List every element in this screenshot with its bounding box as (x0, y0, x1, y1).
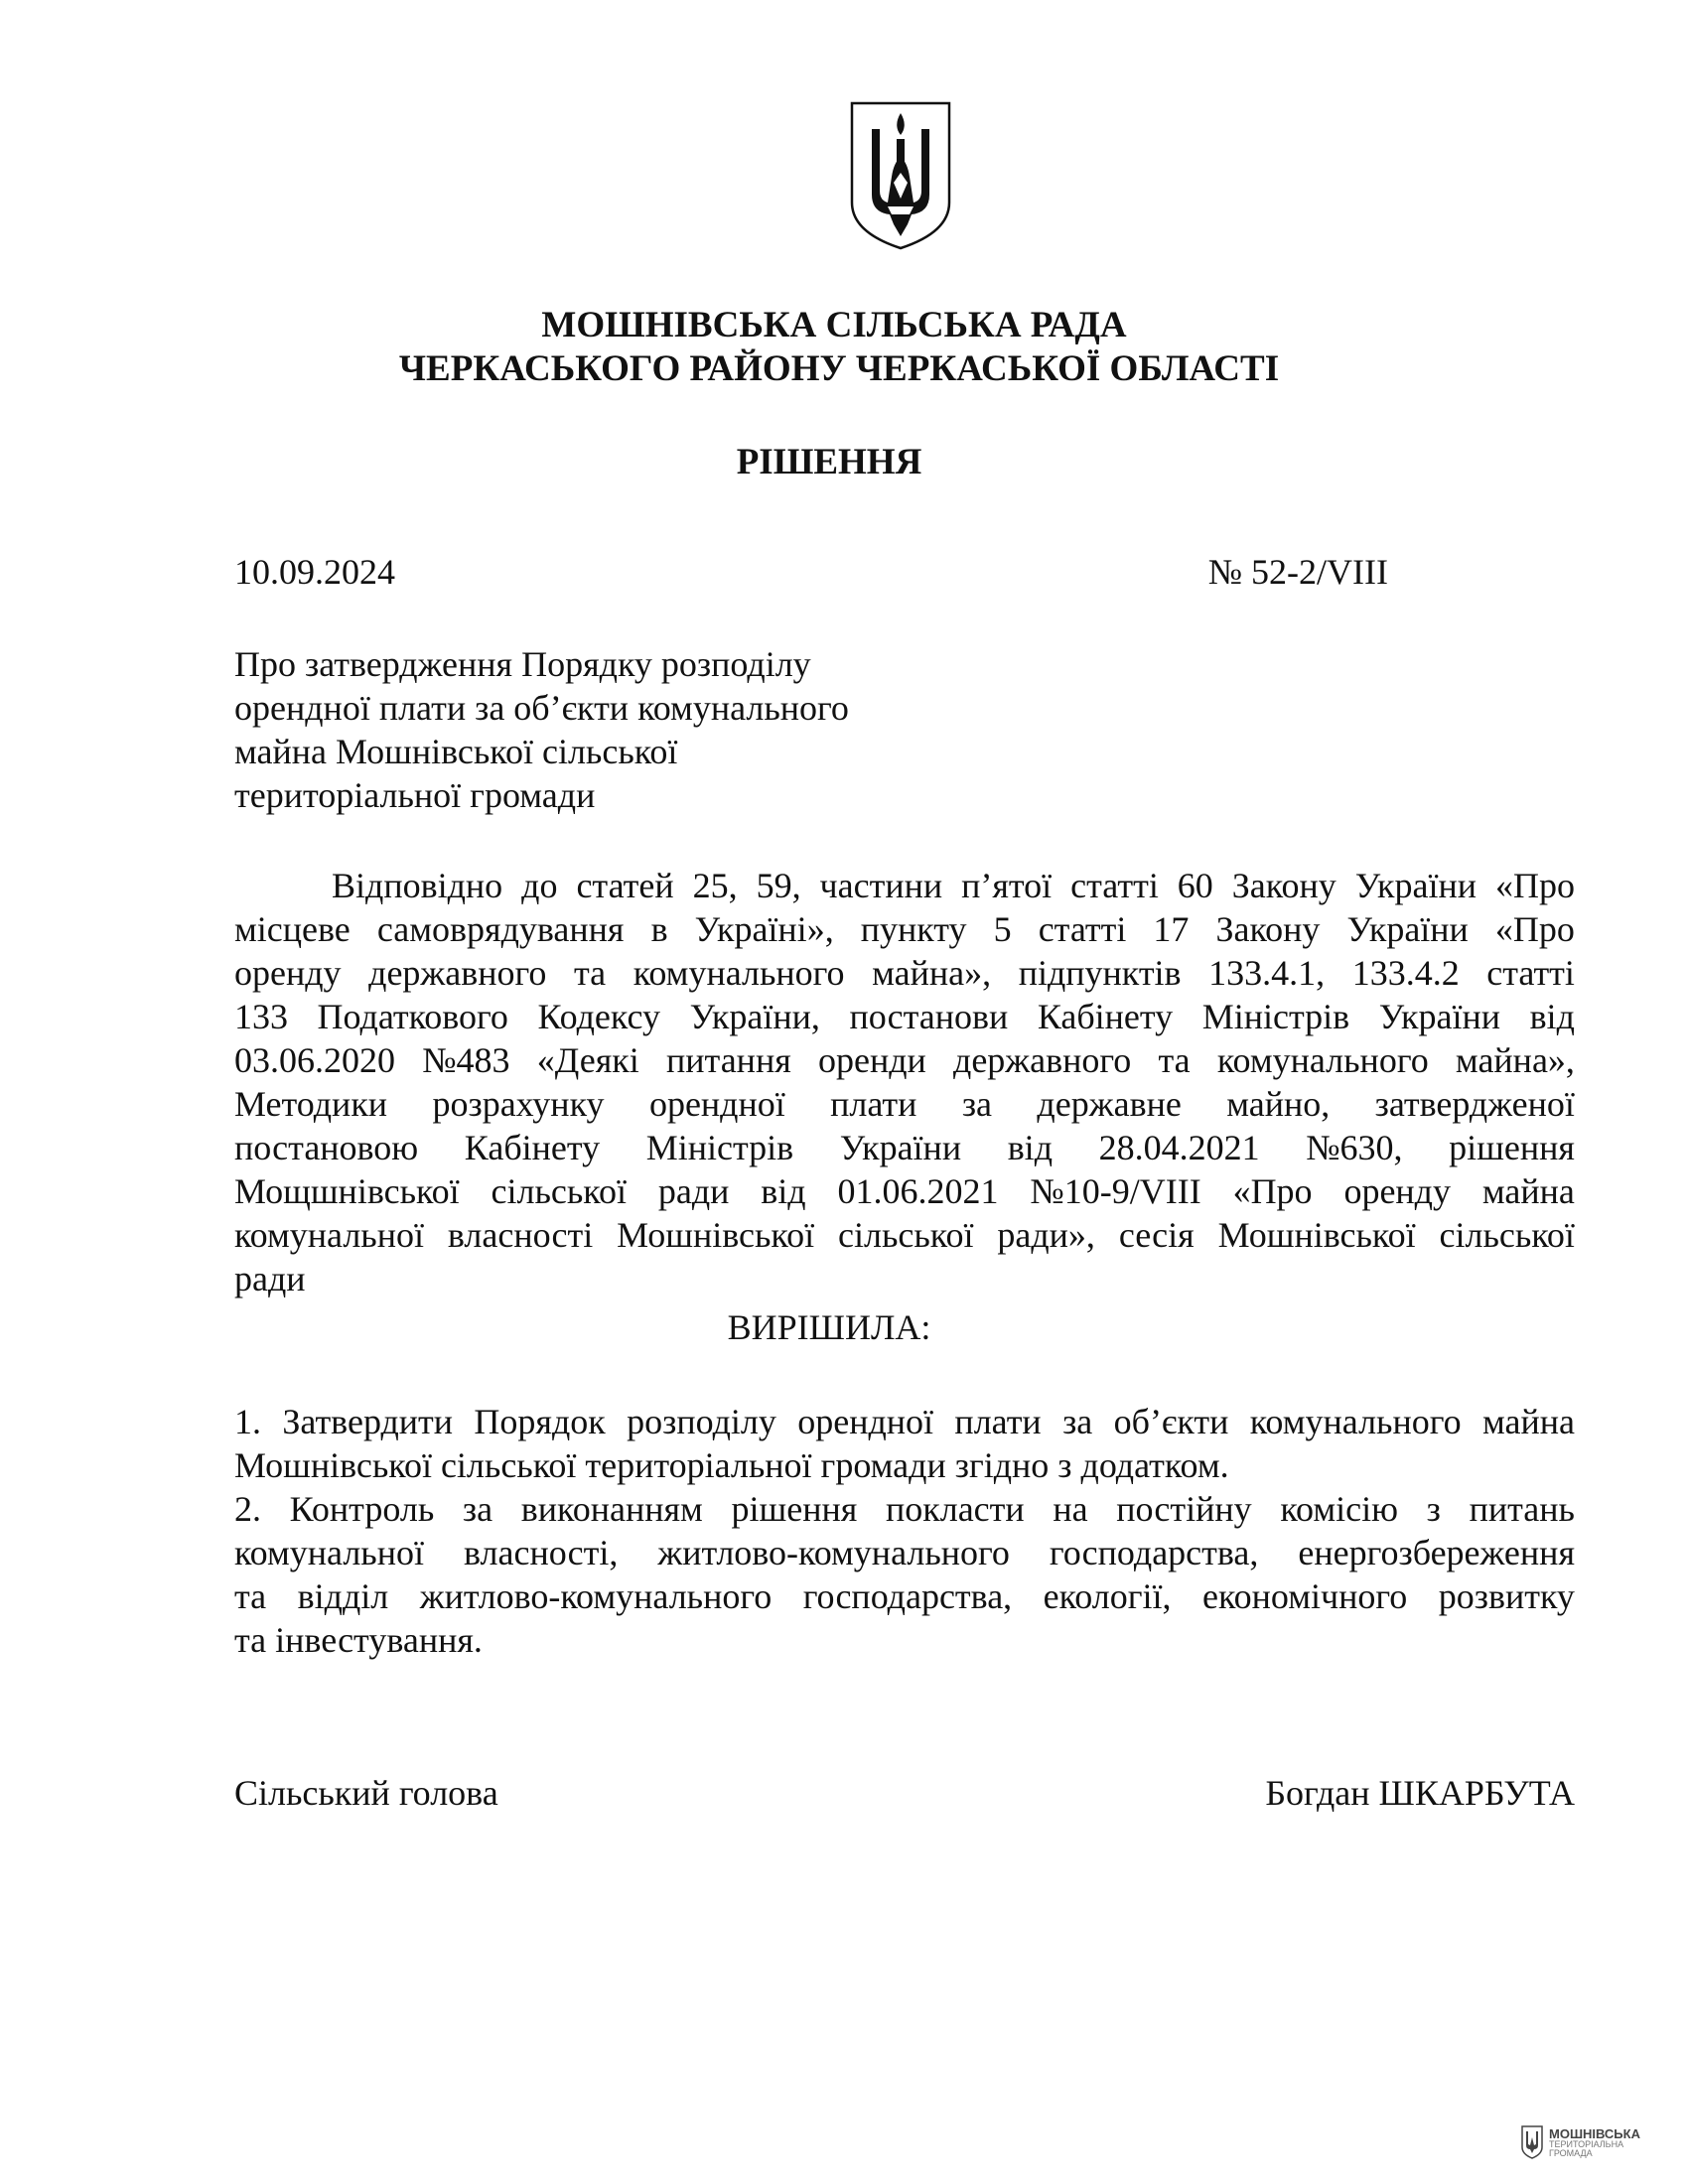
watermark-logo (1521, 2118, 1660, 2166)
organization-name: МОШНІВСЬКА СІЛЬСЬКА РАДА (541, 305, 1127, 345)
coat-of-arms-icon (848, 99, 953, 252)
signature-title: Сільський голова (234, 1773, 498, 1813)
organization-header (0, 304, 1688, 391)
subject-line: орендної плати за об’єкти комунального (234, 688, 849, 728)
preamble-line: комунальної власності Мошнівської сільської ради», сесія Мошнівської сільської (234, 1215, 1575, 1255)
document-date: 10.09.2024 (234, 552, 395, 592)
decision-items (234, 1400, 1575, 1662)
preamble-line: Відповідно до статей 25, 59, частини п’ятої статті 60 Закону України «Про (332, 866, 1575, 905)
resolved-heading: ВИРІШИЛА: (727, 1307, 931, 1347)
document-number: № 52-2/VIII (1207, 552, 1388, 592)
preamble-line: 03.06.2020 №483 «Деякі питання оренди державного та комунального майна», (234, 1040, 1575, 1080)
watermark-line: ГРОМАДА (1549, 2147, 1593, 2158)
preamble-line: ради (234, 1259, 306, 1298)
preamble-paragraph (234, 864, 1575, 1300)
item-line: Мошнівської сільської територіальної громади згідно з додатком. (234, 1445, 1229, 1485)
document-subject (234, 642, 849, 817)
organization-region: ЧЕРКАСЬКОГО РАЙОНУ ЧЕРКАСЬКОЇ ОБЛАСТІ (398, 348, 1280, 389)
signature-name: Богдан ШКАРБУТА (1265, 1773, 1575, 1813)
item-line: 2. Контроль за виконанням рішення покласти на постійну комісію з питань (234, 1489, 1575, 1529)
preamble-line: Методики розрахунку орендної плати за державне майно, затвердженої (234, 1084, 1575, 1124)
watermark-line: ТЕРИТОРІАЛЬНА (1549, 2138, 1624, 2149)
item-line: та відділ житлово-комунального господарства, екології, економічного розвитку (234, 1576, 1575, 1616)
item-line: комунальної власності, житлово-комунального господарства, енергозбереження (234, 1533, 1575, 1572)
subject-line: територіальної громади (234, 775, 596, 815)
document-type: РІШЕННЯ (736, 442, 922, 482)
subject-line: майна Мошнівської сільської (234, 732, 678, 771)
watermark-line: МОШНІВСЬКА (1549, 2125, 1640, 2141)
preamble-line: Мощшнівської сільської ради від 01.06.2021 №10-9/VIII «Про оренду майна (234, 1171, 1575, 1211)
trident-icon (1521, 2125, 1543, 2159)
preamble-line: постановою Кабінету Міністрів України від 28.04.2021 №630, рішення (234, 1128, 1575, 1167)
preamble-line: оренду державного та комунального майна», підпунктів 133.4.1, 133.4.2 статті (234, 953, 1575, 993)
preamble-line: місцеве самоврядування в Україні», пункту 5 статті 17 Закону України «Про (234, 909, 1575, 949)
subject-line: Про затвердження Порядку розподілу (234, 644, 811, 684)
item-line: та інвестування. (234, 1620, 483, 1660)
item-line: 1. Затвердити Порядок розподілу орендної плати за об’єкти комунального майна (234, 1402, 1575, 1441)
preamble-line: 133 Податкового Кодексу України, постанови Кабінету Міністрів України від (234, 997, 1575, 1036)
